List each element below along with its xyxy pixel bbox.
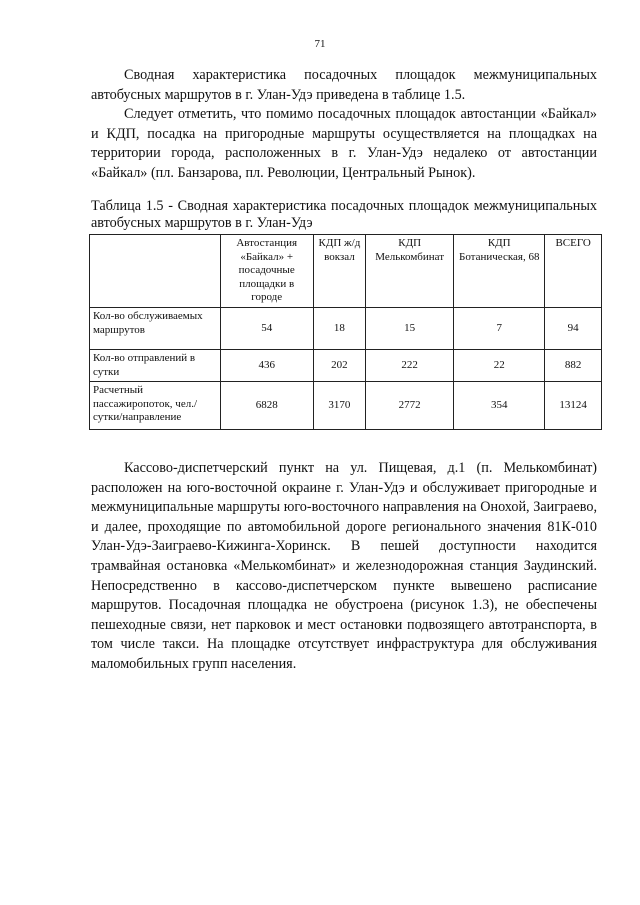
table-row: [90, 349, 602, 381]
table-header-corner: [90, 235, 221, 308]
table-row: [90, 307, 602, 349]
table-header-botanicheskaya: КДП Ботаническая, 68: [454, 235, 545, 308]
table-header-row: [90, 235, 602, 308]
table-row: [90, 382, 602, 430]
row-label: Расчетный пассажиропоток, чел./сутки/направление: [90, 382, 221, 430]
intro-paragraph: Сводная характеристика посадочных площадок межмуниципальных автобусных маршрутов в г. Улан-Удэ приведена в таблице 1.5.: [91, 67, 597, 103]
table-cell: 3170: [313, 382, 366, 430]
table-cell: 202: [313, 349, 366, 381]
row-label: Кол-во отправлений в сутки: [90, 349, 221, 381]
table-cell: 54: [220, 307, 313, 349]
melkombinat-paragraph: Кассово-диспетчерский пункт на ул. Пищевая, д.1 (п. Мелькомбинат) расположен на юго-восточной окраине г. Улан-Удэ и обслуживает пригородные и межмуниципальные маршруты юго-восточного направления на Онохой, Заиграево, и далее, проходящие по автомобильной дороге регионального значения 81К-010 Улан-Удэ-Заиграево-Кижинга-Хоринск. В пешей доступности находится трамвайная остановка «Мелькомбинат» и железнодорожная станция Заудинский. Непосредственно в кассово-диспетчерском пункте вывешено расписание маршрутов. Посадочная площадка не обустроена (рисунок 1.3), не обеспечены пешеходные связи, нет парковок и мест остановки подвозящего автотранспорта, в том числе такси. На площадке отсутствует инфраструктура для обслуживания маломобильных групп населения.: [91, 460, 597, 672]
table-cell: 94: [545, 307, 602, 349]
table-header-baikal: Автостанция «Байкал» + посадочные площадки в городе: [220, 235, 313, 308]
table-cell: 2772: [366, 382, 454, 430]
table-cell: 354: [454, 382, 545, 430]
table-cell: 7: [454, 307, 545, 349]
summary-table: [89, 234, 602, 430]
table-header-railway-station: КДП ж/д вокзал: [313, 235, 366, 308]
row-label: Кол-во обслуживаемых маршрутов: [90, 307, 221, 349]
table-cell: 222: [366, 349, 454, 381]
table-cell: 6828: [220, 382, 313, 430]
table-cell: 22: [454, 349, 545, 381]
table-cell: 15: [366, 307, 454, 349]
table-header-melkombinat: КДП Мелькомбинат: [366, 235, 454, 308]
boarding-sites-paragraph: Следует отметить, что помимо посадочных площадок автостанции «Байкал» и КДП, посадка на пригородные маршруты осуществляется на площадках на территории города, расположенных в г. Улан-Удэ недалеко от автостанции «Байкал» (пл. Банзарова, пл. Революции, Центральный Рынок).: [91, 106, 597, 181]
table-cell: 13124: [545, 382, 602, 430]
table-cell: 882: [545, 349, 602, 381]
table-header-total: ВСЕГО: [545, 235, 602, 308]
table-cell: 18: [313, 307, 366, 349]
table-caption: Таблица 1.5 - Сводная характеристика посадочных площадок межмуниципальных автобусных маршрутов в г. Улан-Удэ: [91, 198, 597, 231]
page-number: 71: [314, 38, 326, 50]
table-cell: 436: [220, 349, 313, 381]
